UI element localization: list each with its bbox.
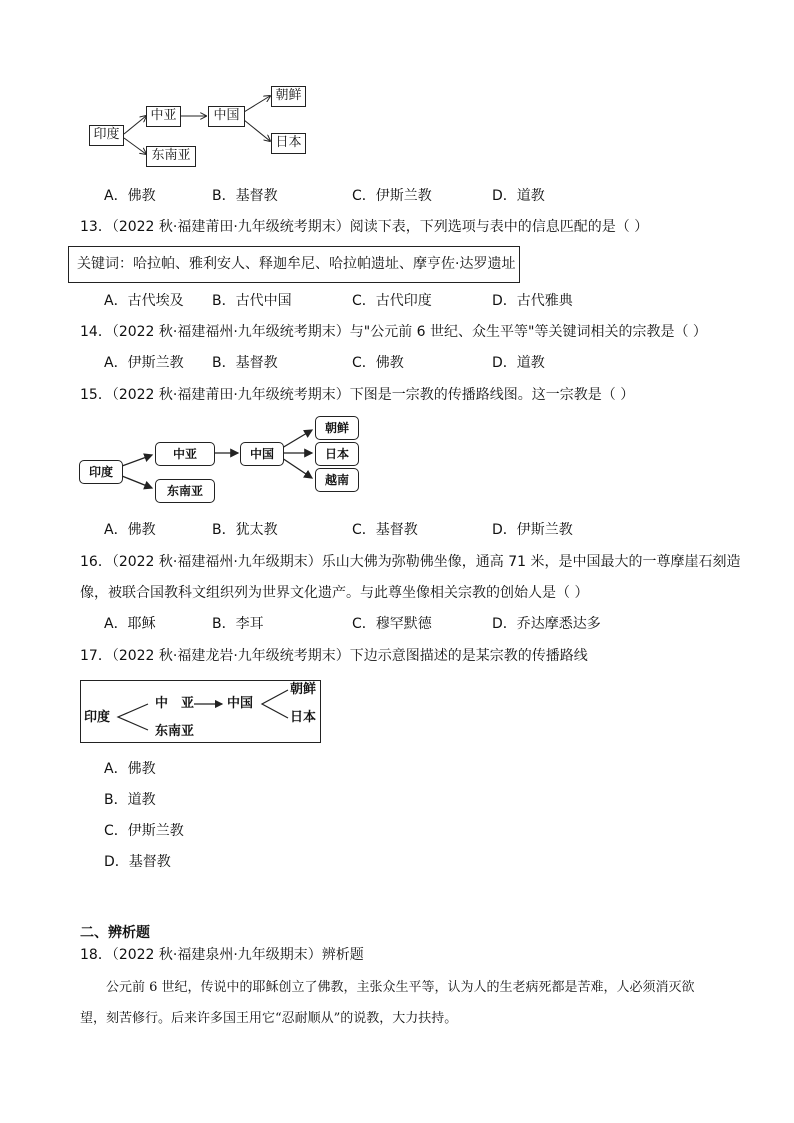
q15-box-china: 中国 bbox=[240, 442, 284, 466]
q13-option-d[interactable]: D．古代雅典 bbox=[492, 293, 573, 309]
q12-option-c[interactable]: C．伊斯兰教 bbox=[352, 188, 432, 204]
q16-option-d[interactable]: D．乔达摩悉达多 bbox=[492, 616, 601, 632]
section-title: 二、辨析题 bbox=[80, 925, 150, 941]
q12-option-b[interactable]: B．基督教 bbox=[212, 188, 278, 204]
q15-box-india: 印度 bbox=[79, 460, 123, 484]
q13-option-a[interactable]: A．古代埃及 bbox=[104, 293, 184, 309]
q13-option-c[interactable]: C．古代印度 bbox=[352, 293, 432, 309]
q17-stem: 17．（2022 秋·福建龙岩·九年级统考期末）下边示意图描述的是某宗教的传播路线 bbox=[80, 648, 588, 664]
q15-option-d[interactable]: D．伊斯兰教 bbox=[492, 522, 573, 538]
q17-label-india: 印度 bbox=[84, 710, 111, 725]
q18-passage: 公元前 6 世纪，传说中的耶稣创立了佛教，主张众生平等，认为人的生老病死都是苦难，人必须消灭欲望，刻苦修行。后来许多国王用它“忍耐顺从”的说教，大力扶持。 bbox=[80, 980, 695, 1026]
q15-box-central-asia: 中亚 bbox=[155, 442, 215, 466]
q15-box-vietnam: 越南 bbox=[315, 468, 359, 492]
q16-stem-line2: 像，被联合国教科文组织列为世界文化遗产。与此尊坐像相关宗教的创始人是（ ） bbox=[80, 585, 589, 601]
q14-option-c[interactable]: C．佛教 bbox=[352, 355, 404, 371]
q15-option-c[interactable]: C．基督教 bbox=[352, 522, 418, 538]
q17-label-central-asia: 中 亚 bbox=[155, 696, 195, 711]
q17-option-a[interactable]: A．佛教 bbox=[104, 761, 156, 777]
q17-option-c[interactable]: C．伊斯兰教 bbox=[104, 823, 184, 839]
q15-option-a[interactable]: A．佛教 bbox=[104, 522, 156, 538]
q14-option-d[interactable]: D．道教 bbox=[492, 355, 545, 371]
q14-option-a[interactable]: A．伊斯兰教 bbox=[104, 355, 184, 371]
q16-option-c[interactable]: C．穆罕默德 bbox=[352, 616, 432, 632]
q18-stem: 18．（2022 秋·福建泉州·九年级期末）辨析题 bbox=[80, 947, 364, 963]
q14-option-b[interactable]: B．基督教 bbox=[212, 355, 278, 371]
q15-option-b[interactable]: B．犹太教 bbox=[212, 522, 278, 538]
q12-box-southeast-asia: 东南亚 bbox=[146, 146, 196, 167]
q15-stem: 15．（2022 秋·福建莆田·九年级统考期末）下图是一宗教的传播路线图。这一宗教是（ ） bbox=[80, 387, 635, 403]
q15-box-korea: 朝鲜 bbox=[315, 416, 359, 440]
q14-stem: 14．（2022 秋·福建福州·九年级统考期末）与"公元前 6 世纪、众生平等"等关键词相关的宗教是（ ） bbox=[80, 324, 707, 340]
q17-label-southeast-asia: 东南亚 bbox=[155, 724, 195, 739]
q12-option-d[interactable]: D．道教 bbox=[492, 188, 545, 204]
q16-option-b[interactable]: B．李耳 bbox=[212, 616, 264, 632]
q15-box-japan: 日本 bbox=[315, 442, 359, 466]
q16-option-a[interactable]: A．耶稣 bbox=[104, 616, 156, 632]
q12-box-india: 印度 bbox=[89, 125, 124, 146]
q16-stem-line1: 16．（2022 秋·福建福州·九年级期末）乐山大佛为弥勒佛坐像，通高 71 米，是中国最大的一尊摩崖石刻造 bbox=[80, 554, 741, 570]
q12-option-a[interactable]: A．佛教 bbox=[104, 188, 156, 204]
q17-option-d[interactable]: D．基督教 bbox=[104, 854, 171, 870]
q12-box-korea: 朝鲜 bbox=[271, 86, 306, 107]
q17-label-japan: 日本 bbox=[290, 710, 317, 725]
q15-box-southeast-asia: 东南亚 bbox=[155, 479, 215, 503]
q17-option-b[interactable]: B．道教 bbox=[104, 792, 156, 808]
q12-box-central-asia: 中亚 bbox=[146, 106, 181, 127]
q13-keyword-table: 关键词：哈拉帕、雅利安人、释迦牟尼、哈拉帕遗址、摩亨佐·达罗遗址 bbox=[68, 246, 520, 283]
q12-box-japan: 日本 bbox=[271, 133, 306, 154]
q13-option-b[interactable]: B．古代中国 bbox=[212, 293, 292, 309]
q13-stem: 13．（2022 秋·福建莆田·九年级统考期末）阅读下表，下列选项与表中的信息匹配的是（ ） bbox=[80, 219, 649, 235]
q12-box-china: 中国 bbox=[208, 106, 245, 127]
q17-label-korea: 朝鲜 bbox=[290, 682, 317, 697]
q17-label-china: 中国 bbox=[227, 696, 254, 711]
